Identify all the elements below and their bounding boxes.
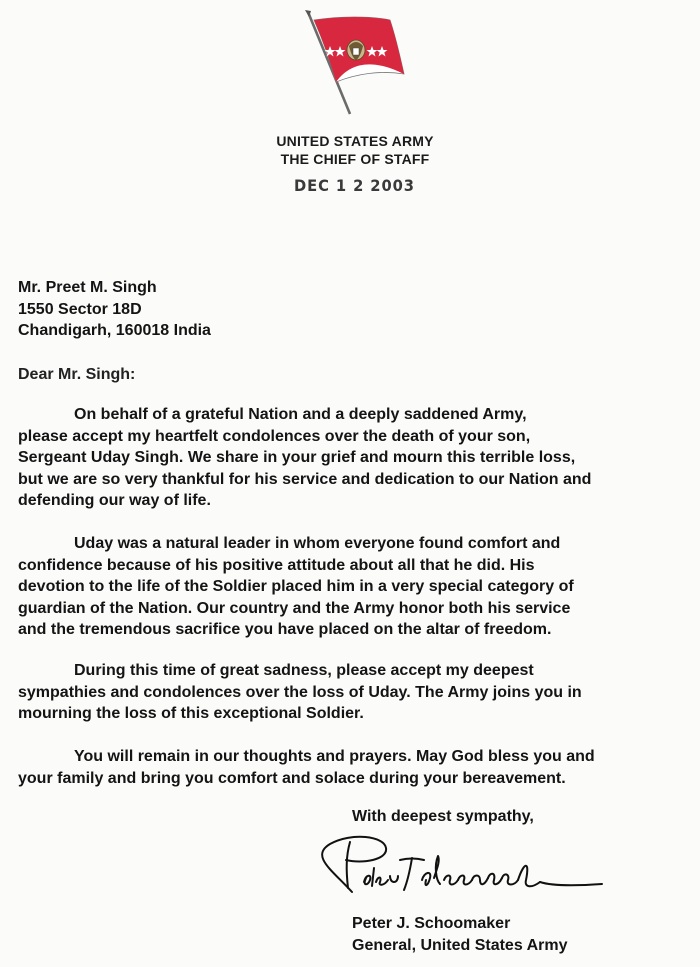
paragraph-line: Sergeant Uday Singh. We share in your grief and mourn this terrible loss, [18, 449, 576, 466]
paragraph-line: On behalf of a grateful Nation and a deeply saddened Army, [74, 406, 527, 423]
paragraph-line: but we are so very thankful for his service and dedication to our Nation and [18, 470, 592, 488]
letterhead-line-2: THE CHIEF OF STAFF [280, 151, 430, 167]
recipient-name: Mr. Preet M. Singh [18, 279, 157, 296]
recipient-city: Chandigarh, 160018 India [18, 322, 211, 339]
paragraph-line: guardian of the Nation. Our country and the Army honor both his service [18, 599, 571, 617]
paragraph-line: defending our way of life. [18, 492, 211, 509]
signer-title: General, United States Army [352, 936, 568, 954]
handwritten-signature [312, 830, 612, 910]
paragraph-line: sympathies and condolences over the loss of Uday. The Army joins you in [18, 683, 582, 701]
paragraph-3 [18, 660, 582, 725]
signer-block [352, 913, 567, 956]
paragraph-line: confidence because of his positive attitude about all that he did. His [18, 556, 535, 574]
paragraph-4 [18, 746, 595, 789]
recipient-street: 1550 Sector 18D [18, 300, 142, 318]
paragraph-1 [18, 404, 591, 512]
paragraph-line: During this time of great sadness, please accept my deepest [74, 662, 534, 679]
paragraph-line: devotion to the life of the Soldier placed him in a very special category of [18, 578, 574, 595]
recipient-address [18, 277, 211, 342]
closing: With deepest sympathy, [352, 808, 534, 825]
letterhead-line-1: UNITED STATES ARMY [276, 133, 434, 149]
date-stamp: DEC 1 2 2003 [294, 176, 415, 195]
paragraph-line: Uday was a natural leader in whom everyone found comfort and [74, 535, 561, 552]
paragraph-line: mourning the loss of this exceptional Soldier. [18, 705, 364, 722]
flag-eagle-seal [347, 40, 365, 60]
salutation: Dear Mr. Singh: [18, 366, 136, 383]
signer-name: Peter J. Schoomaker [352, 915, 511, 932]
paragraph-line: You will remain in our thoughts and prayers. May God bless you and [74, 748, 595, 765]
paragraph-line: and the tremendous sacrifice you have placed on the altar of freedom. [18, 621, 552, 638]
paragraph-line: your family and bring you comfort and solace during your bereavement. [18, 769, 566, 787]
paragraph-line: please accept my heartfelt condolences over the death of your son, [18, 427, 531, 445]
chief-of-staff-flag-emblem [300, 8, 412, 120]
paragraph-2 [18, 533, 574, 641]
